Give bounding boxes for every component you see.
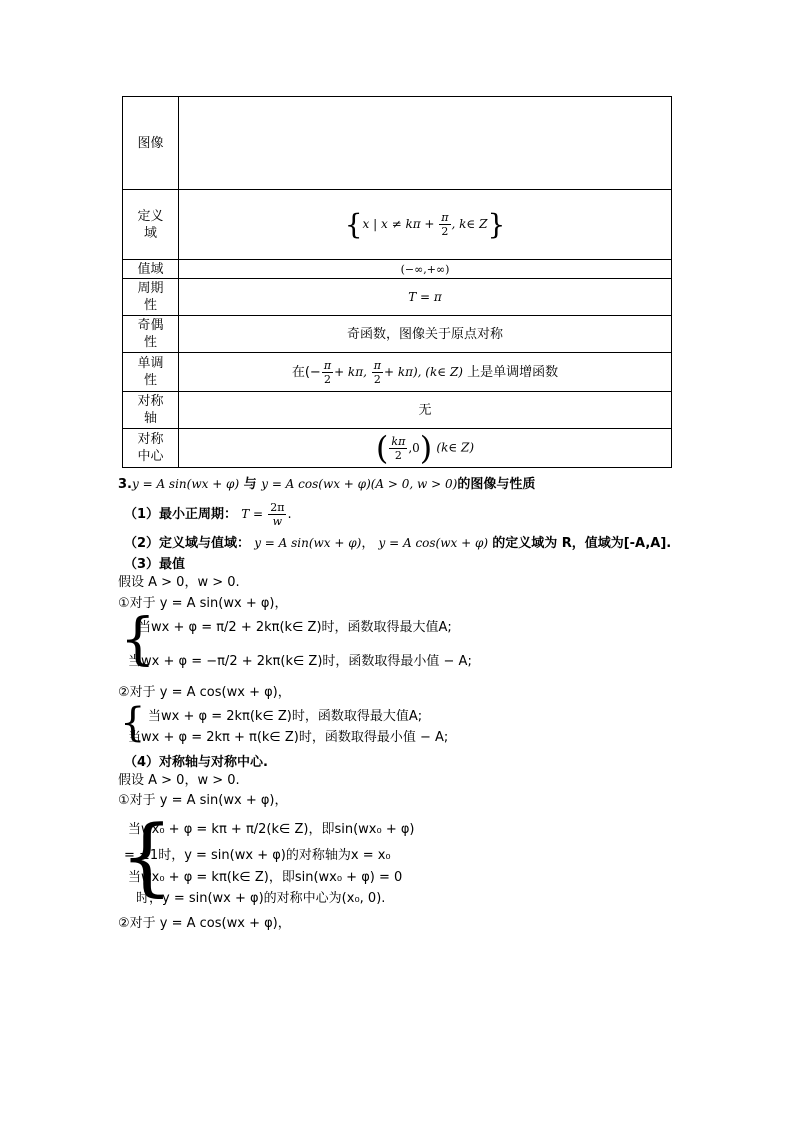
- range-value: [179, 260, 672, 279]
- extrema-cos-system: [120, 701, 480, 747]
- center-condition-line-2: 时，y = sin(wx + φ)的对称中心为(x₀, 0).: [136, 891, 386, 906]
- row-label-domain: [123, 190, 179, 260]
- axis-value: 无: [179, 392, 672, 429]
- table-row-center: [123, 429, 672, 468]
- extrema-sin-system: [120, 607, 480, 680]
- domain-formula: {x | x ≠ kπ + $\frac{\pi}{2}$ , k∈ Z}: [344, 207, 506, 241]
- monotonic-suffix: 上是单调增函数: [467, 364, 559, 380]
- section-number: 3.: [118, 477, 132, 492]
- domain-range-tail: 的定义域为 R，值域为[-A,A].: [492, 536, 672, 551]
- period-denominator: w: [272, 515, 283, 528]
- label-line-2: 轴: [143, 411, 157, 426]
- monotonic-value: 在(− $\frac{\pi}{2}$ + kπ, $\frac{\pi}{2}$ + kπ), (k∈ Z) 上是单调增函数: [179, 353, 672, 392]
- cos-formula: y = A cos(wx + φ): [378, 536, 489, 550]
- center-condition: (k∈ Z): [436, 440, 475, 455]
- table-row-parity: [123, 316, 672, 353]
- label-line-2: 域: [143, 225, 157, 241]
- extrema-heading: （3）最值: [124, 557, 186, 572]
- range-formula: (−∞,+∞): [400, 262, 450, 276]
- sin-max-condition: 当wx + φ = π/2 + 2kπ(k∈ Z)时，函数取得最大值A;: [138, 620, 452, 635]
- table-row-image: [123, 97, 672, 190]
- domain-value: [179, 190, 672, 260]
- left-brace: {: [120, 807, 174, 905]
- period-lhs: T =: [241, 507, 264, 521]
- symmetry-heading: （4）对称轴与对称中心.: [124, 755, 268, 770]
- domain-range-line: [124, 532, 671, 551]
- label-line-1: 对称: [137, 394, 164, 409]
- axis-condition-line-1: 当wx₀ + φ = kπ + π/2(k∈ Z)，即sin(wx₀ + φ): [128, 822, 415, 837]
- image-cell: [179, 97, 672, 190]
- min-period-line: （1）最小正周期： T = $\frac{2\pi}{w}$ .: [124, 501, 292, 528]
- table-row-domain: [123, 190, 672, 260]
- monotonic-prefix: 在(−: [291, 364, 321, 380]
- row-label-range: 值域: [123, 260, 179, 279]
- sin-min-condition: 当wx + φ = −π/2 + 2kπ(k∈ Z)时，函数取得最小值 − A;: [128, 654, 472, 669]
- separator: ，: [361, 536, 375, 551]
- left-brace: {: [120, 607, 156, 672]
- label-line-1: 奇偶: [137, 318, 164, 333]
- center-condition-line-1: 当wx₀ + φ = kπ(k∈ Z)，即sin(wx₀ + φ) = 0: [128, 870, 403, 885]
- extrema-cos-heading: ②对于 y = A cos(wx + φ)，: [118, 685, 291, 700]
- row-label-period: [123, 279, 179, 316]
- axis-condition-line-2: = ±1时，y = sin(wx + φ)的对称轴为x = x₀: [124, 848, 391, 863]
- period-fraction: [268, 501, 286, 528]
- label-line-1: 对称: [137, 432, 164, 447]
- symmetry-assumption: 假设 A > 0，w > 0.: [118, 773, 240, 788]
- min-period-label: （1）最小正周期：: [124, 507, 238, 522]
- table-row-monotonic: [123, 353, 672, 392]
- cos-formula: y = A cos(wx + φ)(A > 0, w > 0): [261, 477, 458, 491]
- symmetry-cos-heading: ②对于 y = A cos(wx + φ)，: [118, 916, 291, 931]
- sin-formula: y = A sin(wx + φ): [254, 536, 362, 550]
- label-line-1: 单调: [137, 356, 164, 371]
- title-tail: 的图像与性质: [457, 477, 536, 492]
- label-line-1: 周期: [137, 281, 164, 296]
- extrema-assumption: 假设 A > 0，w > 0.: [118, 575, 240, 590]
- title-connector: 与: [243, 477, 257, 492]
- row-label-parity: [123, 316, 179, 353]
- left-brace: {: [120, 700, 146, 746]
- row-label-monotonic: [123, 353, 179, 392]
- extrema-sin-heading: ①对于 y = A sin(wx + φ)，: [118, 596, 288, 611]
- table-row-period: [123, 279, 672, 316]
- label-line-2: 性: [143, 298, 157, 313]
- period-value: [179, 279, 672, 316]
- label-line-2: 中心: [137, 449, 164, 464]
- period-numerator: 2π: [270, 501, 285, 514]
- row-label-center: [123, 429, 179, 468]
- tangent-properties-table: [122, 96, 672, 468]
- cos-max-condition: 当wx + φ = 2kπ(k∈ Z)时，函数取得最大值A;: [148, 709, 423, 724]
- table-row-range: [123, 260, 672, 279]
- row-label-image: 图像: [123, 97, 179, 190]
- period-formula: T = π: [408, 289, 442, 304]
- row-label-axis: [123, 392, 179, 429]
- sin-formula: y = A sin(wx + φ): [131, 477, 240, 491]
- symmetry-sin-heading: ①对于 y = A sin(wx + φ)，: [118, 793, 288, 808]
- symmetry-sin-system: [120, 807, 480, 906]
- center-value: ( $\frac{k\pi}{2}$ ,0) (k∈ Z): [179, 429, 672, 468]
- parity-value: 奇函数，图像关于原点对称: [179, 316, 672, 353]
- domain-range-label: （2）定义域与值域：: [124, 536, 251, 551]
- cos-min-condition: 当wx + φ = 2kπ + π(k∈ Z)时，函数取得最小值 − A;: [128, 730, 449, 745]
- label-line-2: 性: [143, 373, 157, 388]
- label-line-2: 性: [143, 335, 157, 350]
- table-row-axis: [123, 392, 672, 429]
- label-line-1: 定义: [137, 208, 164, 224]
- section-3-title: [118, 473, 535, 492]
